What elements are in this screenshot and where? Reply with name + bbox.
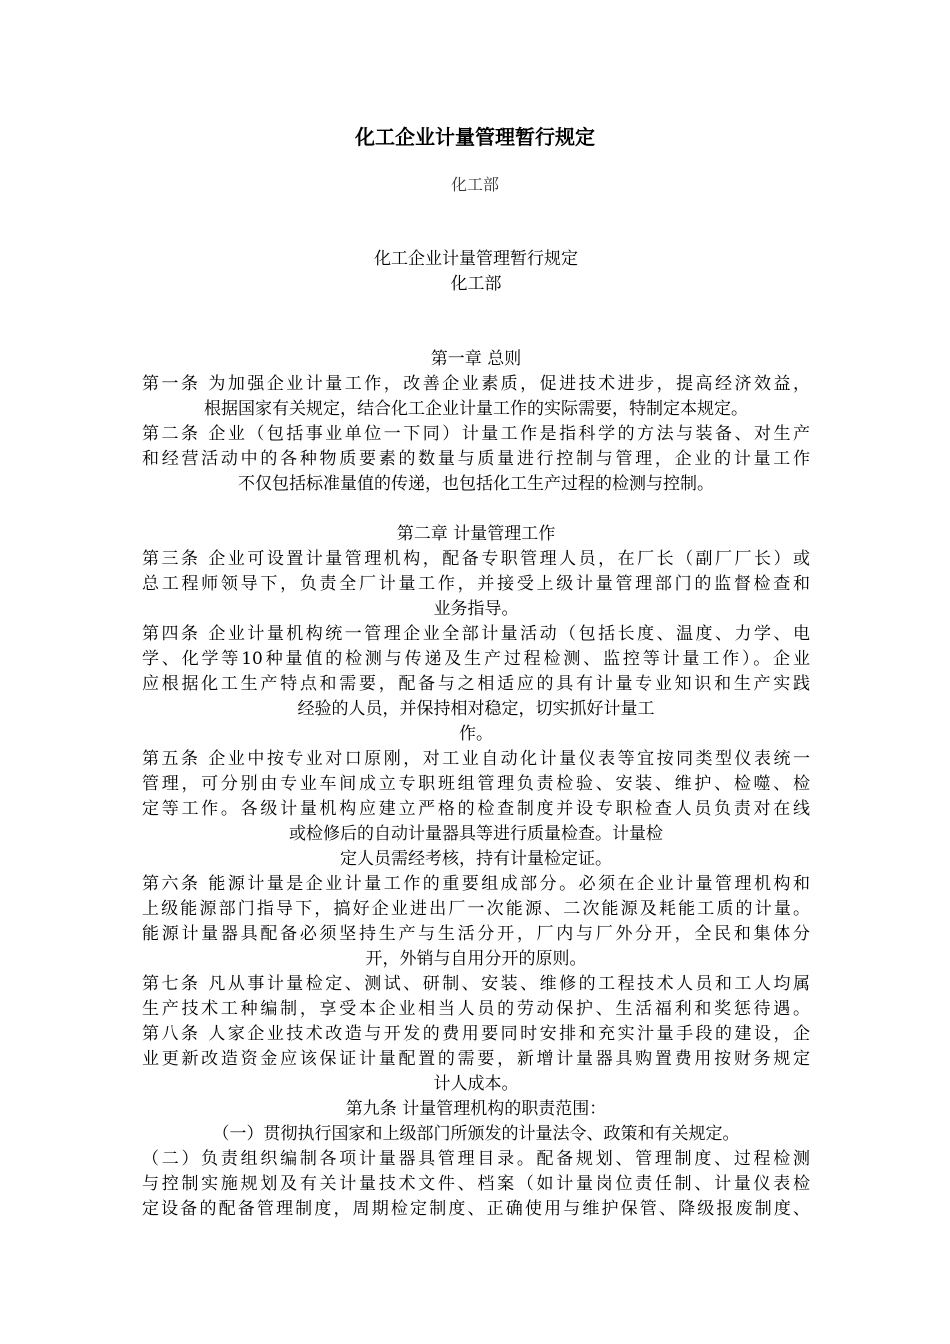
text-line: 作。 <box>459 724 493 744</box>
text-line: 第一条 为加强企业计量工作，改善企业素质，促进技术进步，提高经济效益， <box>142 374 810 394</box>
text-line: 定设备的配备管理制度，周期检定制度、正确使用与维护保管、降级报废制度、 <box>142 1199 810 1219</box>
text-line: 定等工作。各级计量机构应建立严格的检查制度并设专职检查人员负责对在线 <box>142 799 810 819</box>
chapter-heading: 第一章 总则 <box>430 349 522 369</box>
text-line: 第三条 企业可设置计量管理机构，配备专职管理人员，在厂长（副厂厂长）或 <box>142 549 810 569</box>
text-line: 和经营活动中的各种物质要素的数量与质量进行控制与管理，企业的计量工作 <box>142 449 810 469</box>
text-line: 应根据化工生产特点和需要，配备与之相适应的具有计量专业知识和生产实践 <box>142 674 810 694</box>
text-line: 或检修后的自动计量器具等进行质量检查。计量检 <box>289 824 663 844</box>
text-line: 与控制实施规划及有关计量技术文件、档案（如计量岗位责任制、计量仪表检 <box>142 1174 810 1194</box>
text-line: 业更新改造资金应该保证计量配置的需要，新增计量器具购置费用按财务规定 <box>142 1049 810 1069</box>
text-line: 计人成本。 <box>433 1074 519 1094</box>
text-line: 开，外销与自用分开的原则。 <box>365 949 587 969</box>
text-line: 第九条 计量管理机构的职责范围： <box>345 1099 607 1119</box>
document-body <box>142 247 810 1222</box>
text-line: 第五条 企业中按专业对口原刚，对工业自动化计量仪表等宜按同类型仪表统一 <box>142 749 810 769</box>
text-line: 能源计量器具配备必须坚持生产与生活分开，厂内与厂外分开，全民和集体分 <box>142 924 810 944</box>
text-line: 第七条 凡从事计量检定、测试、研制、安装、维修的工程技术人员和工人均属 <box>142 974 810 994</box>
text-line: 生产技术工种编制，享受本企业相当人员的劳动保护、生活福利和奖惩待遇。 <box>142 999 810 1019</box>
text-line: 第八条 人家企业技术改造与开发的费用要同时安排和充实汁量手段的建设，企 <box>142 1024 810 1044</box>
text-line: 业务指导。 <box>433 599 519 619</box>
spacer <box>142 297 810 322</box>
text-line: 学、化学等10种量值的检测与传递及生产过程检测、监控等计量工作）。企业 <box>142 649 810 669</box>
text-line: （一）贯彻执行国家和上级部门所颁发的计量法令、政策和有关规定。 <box>212 1124 740 1144</box>
text-line: 上级能源部门指导下，搞好企业进出厂一次能源、二次能源及耗能工质的计量。 <box>142 899 810 919</box>
spacer <box>142 322 810 347</box>
text-line: 总工程师领导下，负责全厂计量工作，并接受上级计量管理部门的监督检查和 <box>142 574 810 594</box>
text-line: 第六条 能源计量是企业计量工作的重要组成部分。必须在企业计量管理机构和 <box>142 874 810 894</box>
text-line: 第四条 企业计量机构统一管理企业全部计量活动（包括长度、温度、力学、电 <box>142 624 810 644</box>
document-title: 化工企业计量管理暂行规定 <box>355 125 595 149</box>
spacer <box>142 497 810 522</box>
document-author: 化工部 <box>450 175 499 194</box>
text-line: 不仅包括标准量值的传递，也包括化工生产过程的检测与控制。 <box>238 474 714 494</box>
text-line: 定人员需经考核，持有计量检定证。 <box>340 849 612 869</box>
text-line: 根据国家有关规定，结合化工企业计量工作的实际需要，特制定本规定。 <box>204 399 748 419</box>
chapter-heading: 第二章 计量管理工作 <box>396 524 556 544</box>
text-line: 第二条 企业（包括事业单位一下同）计量工作是指科学的方法与装备、对生产 <box>142 424 810 444</box>
text-line: 经验的人员，并保持相对稳定，切实抓好计量工 <box>297 699 655 719</box>
text-line: （二）负责组织编制各项计量器具管理目录。配备规划、管理制度、过程检测 <box>142 1149 810 1169</box>
body-author: 化工部 <box>450 274 502 294</box>
body-title: 化工企业计量管理暂行规定 <box>374 249 578 269</box>
text-line: 管理，可分别由专业车间成立专职班组管理负责检验、安装、维护、检噬、检 <box>142 774 810 794</box>
